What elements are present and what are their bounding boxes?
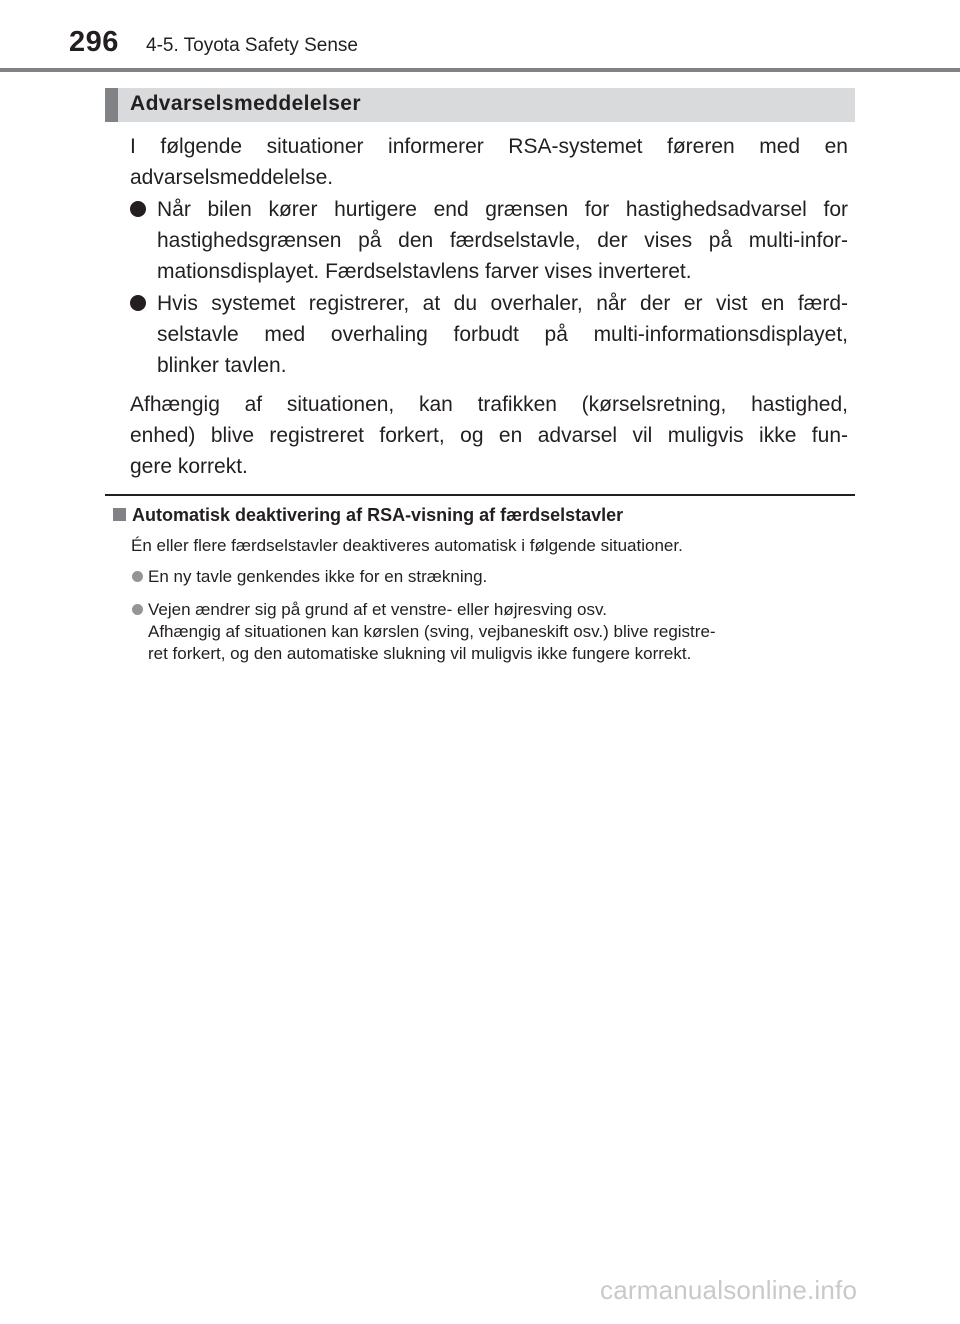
note-heading xyxy=(113,505,623,526)
watermark: carmanualsonline.info xyxy=(600,1275,858,1305)
outro-line: gere korrekt. xyxy=(130,455,248,478)
note-text: Én eller flere færdselstavler deaktiveres automatisk i følgende situationer. xyxy=(131,536,683,555)
bullet-dot-icon xyxy=(132,604,143,615)
bullet-line: Hvis systemet registrerer, at du overhaler, når der er vist en færd- xyxy=(157,292,848,315)
note-bullet-line: En ny tavle genkendes ikke for en strækning. xyxy=(148,567,488,586)
outro-paragraph xyxy=(130,389,848,482)
square-bullet-icon xyxy=(113,508,126,521)
note-bullet-1 xyxy=(131,566,487,588)
bullet-line: blinker tavlen. xyxy=(157,354,287,377)
outro-line: enhed) blive registreret forkert, og en advarsel vil muligvis ikke fun- xyxy=(130,424,848,447)
warning-bullet-2 xyxy=(130,288,848,381)
intro-line-1: I følgende situationer informerer RSA-systemet føreren med en xyxy=(130,135,848,158)
note-bullet-line: ret forkert, og den automatiske slukning vil muligvis ikke fungere korrekt. xyxy=(148,644,692,663)
warning-bullet-1 xyxy=(130,194,848,287)
note-bullet-line: Vejen ændrer sig på grund af et venstre- eller højresving osv. xyxy=(148,600,607,619)
bullet-line: selstavle med overhaling forbudt på multi-informationsdisplayet, xyxy=(157,323,848,346)
intro-line-2: advarselsmeddelelse. xyxy=(130,166,334,189)
bullet-text xyxy=(157,194,848,287)
bullet-dot-icon xyxy=(132,571,143,582)
note-title: Automatisk deaktivering af RSA-visning af færdselstavler xyxy=(132,505,624,525)
note-bullet-line: Afhængig af situationen kan kørslen (sving, vejbaneskift osv.) blive registre- xyxy=(148,622,716,641)
bullet-text xyxy=(157,288,848,381)
page-number: 296 xyxy=(69,26,119,58)
note-bullet-2 xyxy=(131,599,716,665)
section-title: Advarselsmeddelelser xyxy=(130,92,361,115)
note-divider xyxy=(105,494,855,496)
bullet-dot-icon xyxy=(130,201,146,217)
bullet-line: mationsdisplayet. Færdselstavlens farver vises inverteret. xyxy=(157,260,692,283)
page-header xyxy=(0,0,960,76)
header-divider xyxy=(0,68,960,72)
intro-paragraph xyxy=(130,131,848,193)
bullet-line: hastighedsgrænsen på den færdselstavle, der vises på multi-infor- xyxy=(157,229,848,252)
section-heading-bar xyxy=(105,88,855,122)
bullet-dot-icon xyxy=(130,295,146,311)
outro-line: Afhængig af situationen, kan trafikken (kørselsretning, hastighed, xyxy=(130,393,848,416)
section-reference: 4-5. Toyota Safety Sense xyxy=(146,35,358,56)
bullet-line: Når bilen kører hurtigere end grænsen for hastighedsadvarsel for xyxy=(157,198,848,221)
